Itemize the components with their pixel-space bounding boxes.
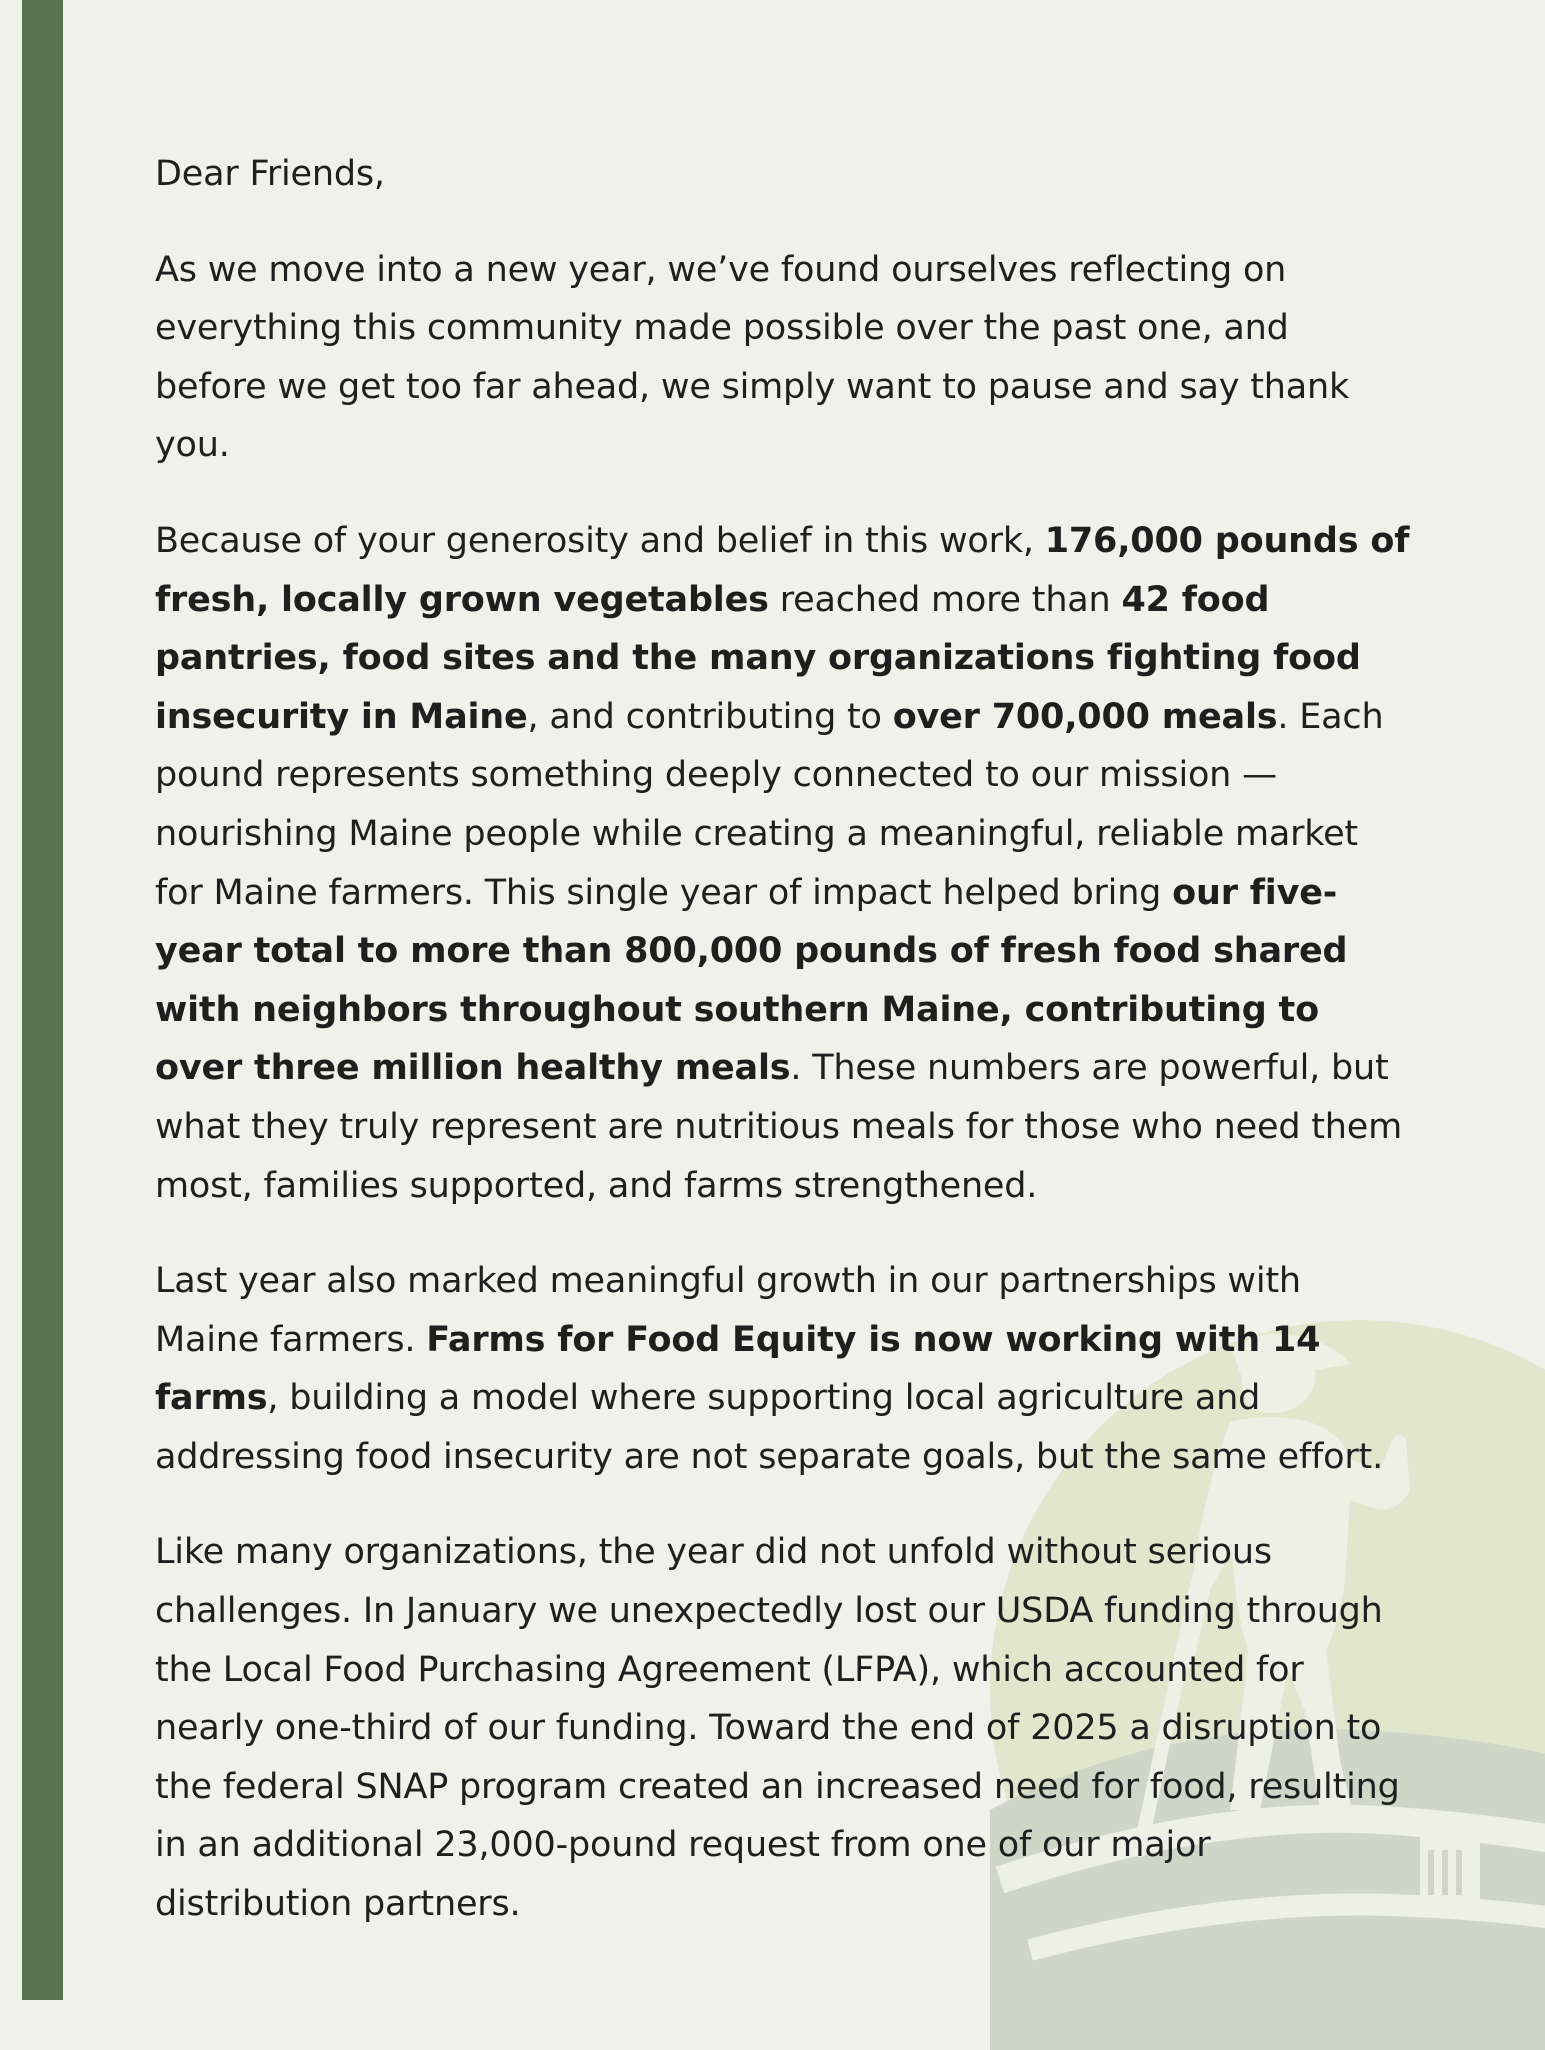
impact-text-1: Because of your generosity and belief in this work, [155, 520, 1045, 561]
impact-highlight-pantries: 42 food pantries, food sites and the many organizations fighting food insecurity in Maine [155, 579, 1361, 737]
salutation: Dear Friends, [155, 154, 385, 194]
impact-text-5: . These numbers are powerful, but what they truly represent are nutritious meals for those who need them most, families supported, and farms strengthened. [155, 1048, 1402, 1206]
letter-body [155, 145, 1410, 1971]
impact-text-2: reached more than [768, 579, 1122, 620]
impact-highlight-pounds: 176,000 pounds of fresh, locally grown vegetables [155, 520, 1410, 620]
partnerships-highlight-farms: Farms for Food Equity is now working with 14 farms [155, 1319, 1321, 1419]
impact-text-3: , and contributing to [527, 696, 893, 737]
partnerships-text-2: , building a model where supporting local agriculture and addressing food insecurity are not separate goals, but the same effort. [155, 1378, 1384, 1477]
left-accent-bar [22, 0, 63, 2000]
paragraph-partnerships [155, 1252, 1410, 1486]
partnerships-text-1: Last year also marked meaningful growth in our partnerships with Maine farmers. [155, 1261, 1301, 1360]
paragraph-challenges: Like many organizations, the year did not unfold without serious challenges. In January we unexpectedly lost our USDA funding through the Local Food Purchasing Agreement (LFPA), which accounted for nearly one-third of our funding. Toward the end of 2025 a disruption to the federal SNAP program created an increased need for food, resulting in an additional 23,000-pound request from one of our major distribution partners. [155, 1532, 1400, 1925]
impact-highlight-meals: over 700,000 meals [892, 696, 1278, 737]
impact-highlight-five-year: our five-year total to more than 800,000 pounds of fresh food shared with neighbors throughout southern Maine, contributing to over three million healthy meals [155, 872, 1348, 1089]
paragraph-gratitude: As we move into a new year, we’ve found ourselves reflecting on everything this community made possible over the past one, and before we get too far ahead, we simply want to pause and say thank you. [155, 249, 1350, 466]
impact-text-4: . Each pound represents something deeply connected to our mission — nourishing Maine people while creating a meaningful, reliable market for Maine farmers. This single year of impact helped bring [155, 696, 1384, 913]
paragraph-impact [155, 512, 1410, 1215]
